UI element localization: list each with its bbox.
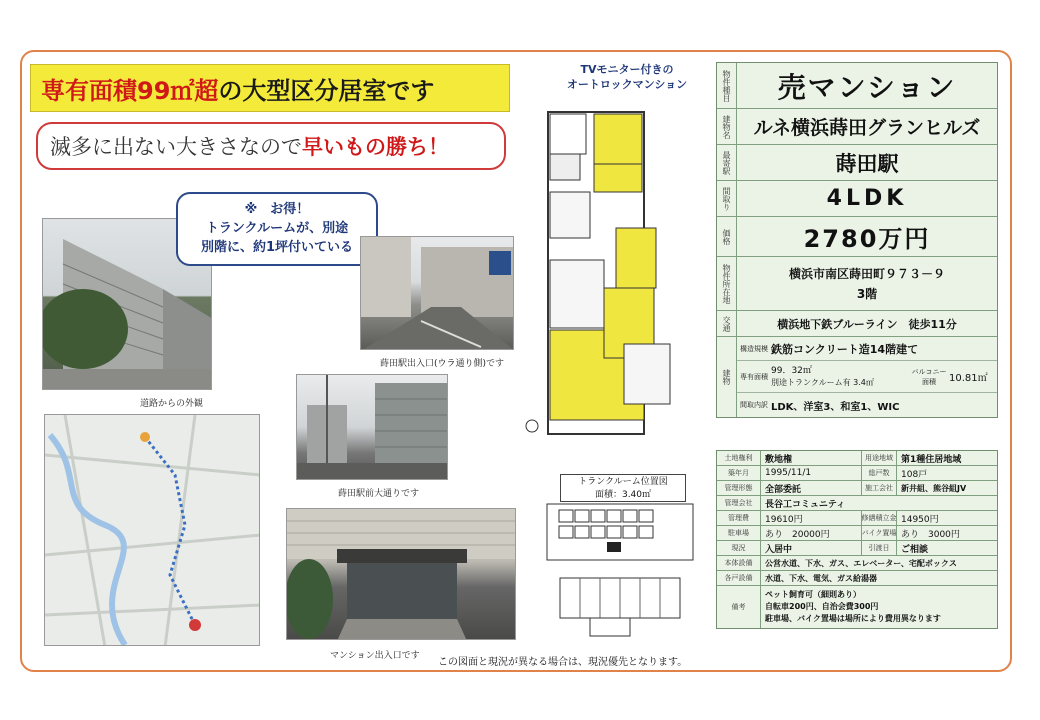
station-back-photo-art	[361, 237, 514, 350]
grid-label: バイク置場	[861, 526, 897, 540]
row-address	[717, 257, 997, 311]
callout-line-1: ※ お得！	[244, 202, 310, 217]
note-line: 駐車場、バイク置場は場所により費用異なります	[765, 614, 941, 623]
notes-block	[761, 586, 997, 628]
grid-value: 全部委託	[765, 484, 802, 495]
name-label: 建物名	[717, 109, 737, 144]
grid-value: 14950円	[901, 514, 939, 525]
note-line: ペット飼育可（細則あり）	[765, 590, 861, 599]
rooms-row	[737, 393, 997, 417]
floor-plan	[524, 108, 708, 448]
layout-value: 4LDK	[826, 186, 908, 211]
station-back-photo	[360, 236, 514, 350]
building-name: ルネ横浜蒔田グランヒルズ	[753, 117, 981, 139]
transport-value: 横浜地下鉄ブルーライン 徒歩11分	[777, 317, 957, 331]
trunk-room-plan	[545, 502, 695, 562]
station-front-photo	[296, 374, 448, 480]
row-station	[717, 145, 997, 181]
row-layout	[717, 181, 997, 217]
price-label: 価格	[717, 217, 737, 256]
grid-row	[717, 466, 997, 481]
structure-row	[737, 337, 997, 361]
rooms-label: 間取内訳	[740, 401, 768, 409]
subline-banner	[36, 122, 506, 170]
floor-value: 3階	[856, 286, 878, 301]
station-label: 最寄駅	[717, 145, 737, 180]
grid-row	[717, 571, 997, 586]
headline-area: 専有面積99㎡超	[41, 76, 219, 105]
grid-value: 19610円	[765, 514, 803, 525]
building-label: 建物	[717, 337, 737, 417]
structure-label: 構造規模	[740, 344, 768, 353]
structure-value: 鉄筋コンクリート造14階建て	[771, 342, 919, 356]
grid-label: 土地権利	[717, 451, 761, 465]
grid-row-notes	[717, 586, 997, 628]
subline-text: 滅多に出ない大きさなので	[50, 135, 302, 159]
site-plan	[550, 570, 688, 640]
headline-text: の大型区分居室です	[218, 76, 435, 105]
entrance-photo	[286, 508, 516, 640]
grid-label: 各戸設備	[717, 571, 761, 585]
grid-label: 駐車場	[717, 526, 761, 540]
grid-label: 管理費	[717, 511, 761, 525]
trunk-room-area: 面積：3.40㎡	[594, 490, 652, 500]
grid-value: 公営水道、下水、ガス、エレベーター、宅配ボックス	[765, 558, 957, 568]
area-map-art	[45, 415, 260, 646]
grid-label: 築年月	[717, 466, 761, 480]
address-block	[737, 257, 997, 310]
grid-row	[717, 541, 997, 556]
address-value: 横浜市南区蒔田町９７３－９	[788, 266, 945, 281]
grid-label: 本体設備	[717, 556, 761, 570]
area-block	[771, 365, 909, 389]
grid-value: 敷地権	[765, 454, 793, 465]
autolock-label	[560, 62, 694, 92]
grid-row	[717, 481, 997, 496]
area-row	[737, 361, 997, 393]
entrance-caption: マンション出入口です	[330, 651, 420, 661]
transport-label: 交通	[717, 311, 737, 336]
autolock-line-1: TVモニター付きの	[580, 63, 674, 76]
station-front-caption: 蒔田駅前大通りです	[338, 489, 420, 499]
layout-label: 間取り	[717, 181, 737, 216]
area-value: 99．32㎡	[771, 365, 812, 376]
property-info-table	[716, 62, 998, 418]
details-grid	[716, 450, 998, 629]
grid-value: 入居中	[765, 544, 793, 555]
exterior-caption: 道路からの外観	[140, 399, 204, 409]
balcony-label: バルコニー面積	[911, 367, 947, 386]
entrance-photo-art	[287, 509, 516, 640]
grid-value: あり 20000円	[765, 529, 830, 540]
grid-row	[717, 496, 997, 511]
callout-line-2: トランクルームが、別途	[205, 221, 349, 236]
nearest-station: 蒔田駅	[835, 151, 899, 176]
trunk-room-title: トランクルーム位置図	[578, 477, 668, 487]
type-label: 物件種目	[717, 63, 737, 108]
row-transport	[717, 311, 997, 337]
row-price	[717, 217, 997, 257]
building-details	[737, 337, 997, 417]
subline-emphasis: 早いもの勝ち！	[302, 135, 449, 159]
grid-row	[717, 511, 997, 526]
grid-value: あり 3000円	[901, 529, 960, 540]
grid-row	[717, 556, 997, 571]
grid-label: 用途地域	[861, 451, 897, 465]
disclaimer: この図面と現況が異なる場合は、現況優先となります。	[438, 657, 688, 668]
grid-label: 備考	[717, 586, 761, 628]
grid-value: 第1種住居地域	[901, 454, 962, 465]
grid-row	[717, 451, 997, 466]
grid-value: 水道、下水、電気、ガス給湯器	[765, 573, 877, 583]
area-map	[44, 414, 260, 646]
station-back-caption: 蒔田駅出入口(ウラ通り側)です	[380, 359, 505, 369]
grid-value: 108戸	[901, 469, 928, 480]
grid-value: 新井組、熊谷組JV	[901, 483, 967, 493]
grid-value: 1995/11/1	[765, 468, 812, 478]
grid-label: 現況	[717, 541, 761, 555]
balcony-value: 10.81㎡	[949, 373, 988, 384]
trunk-room-callout	[176, 192, 378, 266]
trunk-room-title-box	[560, 474, 686, 502]
callout-line-3: 別階に、約1坪付いている	[200, 240, 354, 255]
property-type: 売マンション	[777, 70, 957, 104]
grid-label: 総戸数	[861, 466, 897, 480]
price-value: 2780万円	[803, 225, 931, 253]
row-type	[717, 63, 997, 109]
grid-label: 修繕積立金	[861, 511, 897, 525]
trunk-area-value: 別途トランクルーム有 3.4㎡	[771, 377, 874, 387]
grid-label: 施工会社	[861, 481, 897, 495]
station-front-photo-art	[297, 375, 448, 480]
row-name	[717, 109, 997, 145]
area-label: 専有面積	[740, 372, 768, 381]
grid-value: ご相談	[901, 544, 929, 555]
grid-row	[717, 526, 997, 541]
grid-label: 管理会社	[717, 496, 761, 510]
headline-banner	[30, 64, 510, 112]
grid-label: 管理形態	[717, 481, 761, 495]
grid-label: 引渡日	[861, 541, 897, 555]
address-label: 物件所在地	[717, 257, 737, 310]
grid-value: 長谷工コミュニティ	[765, 499, 846, 510]
note-line: 自転車200円、自治会費300円	[765, 602, 879, 611]
autolock-line-2: オートロックマンション	[566, 78, 688, 91]
rooms-value: LDK、洋室3、和室1、WIC	[771, 401, 900, 413]
row-building	[717, 337, 997, 417]
